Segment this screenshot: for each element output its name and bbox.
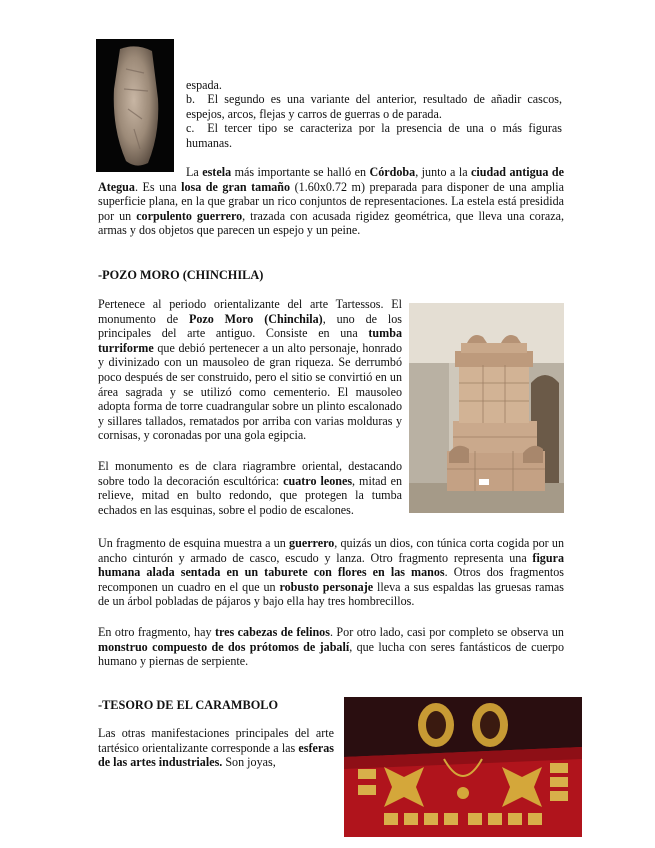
list-item-c: c. El tercer tipo se caracteriza por la presencia de una o más figuras humanas.	[186, 121, 562, 150]
pozo-paragraph-3: Un fragmento de esquina muestra a un guerrero, quizás un dios, con túnica corta cogida por un ancho cinturón y armado de casco, escudo y lanza. Otro fragmento representa una figura humana alada sentada en un taburete con flores en las manos. Otros dos fragmentos recomponen un cuadro en el que un robusto personaje lleva a sus espaldas las gruesas ramas de un árbol pobladas de pájaros y bajo ella hay tres hombrecillos.	[98, 536, 564, 609]
pozo-paragraph-2: El monumento es de clara riagrambre oriental, destacando sobre todo la decoración escultórica: cuatro leones, mitad en relieve, mitad en bulto redondo, que protegen la tumba echados en las esquinas, sobre el podio de escalones.	[98, 459, 402, 517]
section-heading-pozo-moro: -POZO MORO (CHINCHILA)	[98, 268, 264, 282]
list-continuation: espada.	[186, 78, 222, 92]
list-item-b: b. El segundo es una variante del anterior, resultado de añadir cascos, espejos, arcos, flejas y carros de guerras o de parada.	[186, 92, 562, 121]
pozo-moro-image	[409, 303, 564, 513]
pozo-paragraph-1: Pertenece al periodo orientalizante del arte Tartessos. El monumento de Pozo Moro (Chinchila), uno de los principales del arte antiguo. Consiste en una tumba turriforme que debió pertenecer a un alto personaje, honrado y divinizado con un mausoleo de gran riqueza. Se derrumbó poco después de ser construido, pero el sitio se convirtió en un área sagrada y se utilizó como cementerio. El mausoleo adopta forma de torre cuadrangular sobre un plinto escalonado y sillares tallados, rematados por arriba con varias molduras y cornisas, y coronadas por una gola egipcia.	[98, 297, 403, 443]
stele-image	[96, 39, 174, 172]
carambolo-paragraph: Las otras manifestaciones principales del arte tartésico orientalizante corresponde a las esferas de las artes industriales. Son joyas,	[98, 726, 334, 770]
pozo-paragraph-4: En otro fragmento, hay tres cabezas de felinos. Por otro lado, casi por completo se observa un monstruo compuesto de dos prótomos de jabalí, que lucha con seres fantásticos de cuerpo humano y piernas de serpiente.	[98, 625, 565, 669]
carambolo-treasure-image	[344, 697, 582, 837]
estela-paragraph: La estela más importante se halló en Córdoba, junto a la ciudad antigua de Ategua. Es una losa de gran tamaño (1.60x0.72 m) preparada para disponer de una amplia superficie plana, en la que grabar un rico conjuntos de representaciones. La estela está presidida por un corpulento guerrero, trazada con acusada rigidez geométrica, que lleva una coraza, armas y dos objetos que parecen un espejo y un peine.	[98, 165, 565, 238]
section-heading-carambolo: -TESORO DE EL CARAMBOLO	[98, 698, 279, 712]
